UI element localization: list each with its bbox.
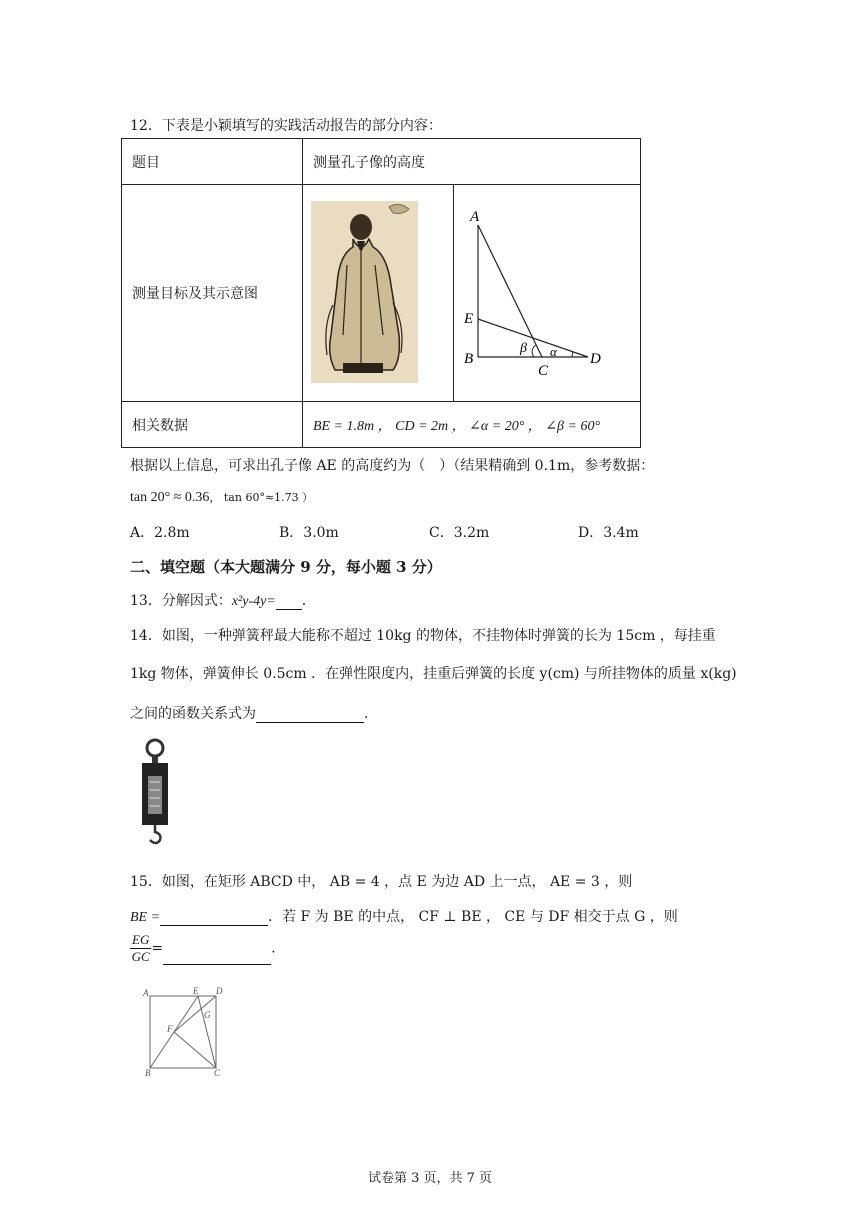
- confucius-statue-image: [303, 185, 453, 397]
- fig-label-A: A: [143, 988, 149, 998]
- fig-label-G: G: [204, 1010, 211, 1020]
- confucius-image-cell: [303, 185, 454, 402]
- q15-ratio-answer-blank[interactable]: [163, 964, 271, 965]
- report-table: [121, 138, 641, 448]
- q15-line3: $\frac{EG}{GC}$ = .: [131, 932, 276, 964]
- q13-expression: x²y-4y=: [231, 594, 276, 609]
- q15-line2: BE = ．若 F 为 BE 的中点， CF ⊥ BE ， CE 与 DF 相交于点 G ，则: [130, 909, 678, 925]
- q12-ref-tan20: tan 20° ≈ 0.36: [130, 490, 210, 505]
- q14-answer-blank[interactable]: [256, 722, 364, 723]
- choice-a[interactable]: A．2.8m: [130, 525, 190, 541]
- table-cell-title-label: 题目: [122, 139, 303, 185]
- rectangle-figure: [138, 984, 233, 1084]
- spring-scale-image: [130, 736, 180, 846]
- q14-line1: 14．如图，一种弹簧秤最大能称不超过 10kg 的物体，不挂物体时弹簧的长为 15cm ，每挂重: [130, 628, 716, 644]
- fig-label-C: C: [214, 1068, 221, 1078]
- label-B: B: [464, 351, 474, 367]
- label-A: A: [470, 209, 480, 225]
- q15-be-answer-blank[interactable]: [160, 925, 268, 926]
- choice-b[interactable]: B．3.0m: [279, 525, 339, 541]
- label-C: C: [538, 363, 549, 379]
- q12-ref-tan60: ， tan 60°≈1.73 ）: [209, 491, 314, 504]
- geometry-diagram: [454, 185, 634, 397]
- fig-label-D: D: [216, 986, 223, 996]
- label-E: E: [464, 311, 474, 327]
- choice-d[interactable]: D．3.4m: [578, 525, 639, 541]
- q13-answer-blank[interactable]: [276, 609, 302, 610]
- q13-prefix: 13．分解因式：: [130, 593, 232, 609]
- q12-question-line1: 根据以上信息，可求出孔子像 AE 的高度约为（ ）（结果精确到 0.1m，参考数据：: [130, 458, 655, 474]
- section-2-heading: 二、填空题（本大题满分 9 分，每小题 3 分）: [130, 558, 442, 576]
- q14-line3: 之间的函数关系式为 .: [130, 706, 369, 722]
- table-cell-title-value: 测量孔子像的高度: [303, 139, 641, 185]
- choice-c[interactable]: C．3.2m: [429, 525, 490, 541]
- label-beta: β: [520, 341, 527, 356]
- q13-line: 13．分解因式：x²y-4y= .: [130, 593, 307, 609]
- label-alpha: α: [550, 344, 557, 359]
- q14-line2: 1kg 物体，弹簧伸长 0.5cm ．在弹性限度内，挂重后弹簧的长度 y(cm) 与所挂物体的质量 x(kg): [130, 666, 737, 682]
- page-footer: 试卷第 3 页，共 7 页: [367, 1171, 493, 1186]
- q15-fraction: $\frac{EG}{GC}$: [131, 932, 150, 964]
- q12-question-line2: [130, 489, 313, 506]
- q12-intro: 12．下表是小颖填写的实践活动报告的部分内容：: [130, 118, 442, 134]
- label-D: D: [590, 351, 601, 367]
- q15-line1: 15．如图，在矩形 ABCD 中， AB = 4 ，点 E 为边 AD 上一点， AE = 3 ，则: [130, 874, 633, 890]
- table-cell-target-label: 测量目标及其示意图: [122, 185, 303, 402]
- fig-label-B: B: [145, 1068, 151, 1078]
- table-cell-data-label: 相关数据: [122, 402, 303, 448]
- table-cell-data-value: BE = 1.8m ， CD = 2m ， ∠α = 20° ， ∠β = 60°: [303, 402, 641, 448]
- fig-label-E: E: [193, 986, 199, 996]
- fig-label-F: F: [167, 1024, 173, 1034]
- geometry-diagram-cell: [454, 185, 641, 402]
